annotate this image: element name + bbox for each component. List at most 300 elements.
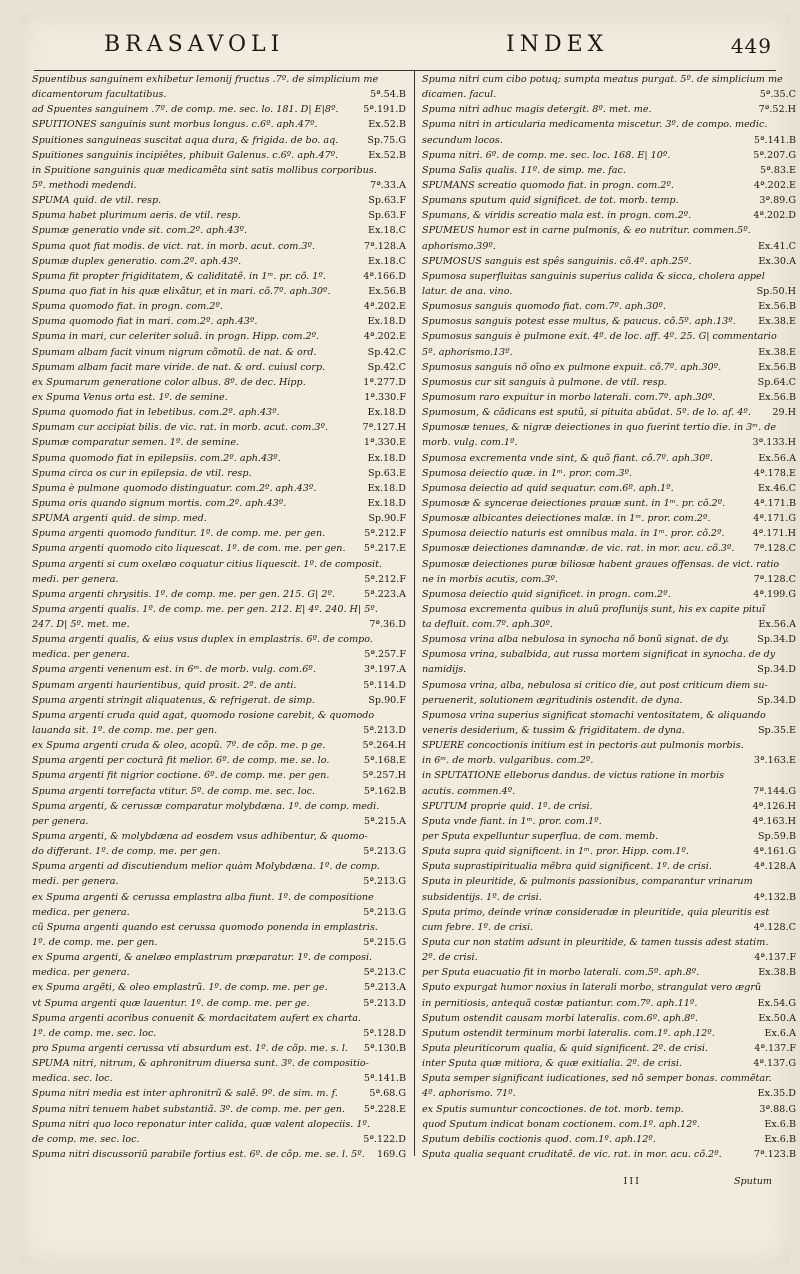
index-entry-text: cum febre. 1º. de crisi. bbox=[422, 921, 534, 933]
index-entry-line bbox=[32, 133, 406, 148]
index-entry-reference: 1ª.330.E bbox=[363, 437, 406, 449]
index-entry-line bbox=[422, 284, 796, 299]
index-entry-line bbox=[32, 829, 406, 844]
index-entry-text: Spumosa deiectio naturis est omnibus mala. in 1ᵐ. pror. cõ.2º. bbox=[422, 528, 725, 540]
index-entry-line bbox=[422, 829, 796, 844]
index-entry-reference: 4ª.137.F bbox=[754, 1043, 796, 1054]
index-entry-text: Spuma argenti stringit aliquatenus, & refrigerat. de simp. bbox=[32, 694, 315, 706]
index-entry-reference: 7ª.52.H bbox=[758, 104, 796, 116]
index-entry-reference: Ex.35.D bbox=[757, 1088, 796, 1100]
index-entry-line bbox=[32, 117, 406, 132]
index-entry-text: Spumosa deiectio quid significet. in progn. com.2º. bbox=[422, 588, 671, 600]
index-entry-reference bbox=[400, 72, 406, 87]
index-entry-line bbox=[422, 753, 796, 768]
index-entry-reference: Ex.18.D bbox=[367, 497, 406, 509]
index-entry-reference: 29.H bbox=[772, 407, 796, 419]
index-entry-line bbox=[32, 996, 406, 1011]
index-entry-reference bbox=[400, 1011, 406, 1026]
index-entry-line bbox=[422, 874, 796, 889]
index-entry-text: Spumosa vrina, subalbida, aut russa mortem significat in synocha. de dy bbox=[422, 649, 776, 661]
index-entry-text: dicamen. facul. bbox=[422, 89, 497, 101]
index-entry-line bbox=[32, 526, 406, 541]
index-entry-line bbox=[32, 102, 406, 117]
index-entry-text: SPUMA nitri, nitrum, & aphronitrum diuersa sunt. 3º. de compositio- bbox=[32, 1058, 369, 1070]
index-entry-text: Spumosa vrina alba nebulosa in synocha nõ bonũ signat. de dy. bbox=[422, 634, 730, 646]
index-entry-line bbox=[32, 87, 406, 102]
index-entry-text: ad Spuentes sanguinem .7º. de comp. me. sec. lo. 181. D| E|8º. bbox=[32, 104, 339, 116]
index-entry-text: ne in morbis acutis, com.3º. bbox=[422, 573, 559, 585]
index-entry-reference: Ex.38.E bbox=[758, 346, 796, 358]
index-entry-line bbox=[422, 360, 796, 375]
index-entry-reference: Ex.54.G bbox=[757, 997, 796, 1009]
index-entry-line bbox=[422, 193, 796, 208]
index-entry-line bbox=[422, 996, 796, 1011]
index-entry-text: in 6ᵐ. de morb. vulgaribus. com.2º. bbox=[422, 755, 594, 767]
index-entry-line bbox=[32, 314, 406, 329]
index-entry-text: Sputum debilis coctionis quod. com.1º. aph.12º. bbox=[422, 1133, 656, 1145]
index-entry-reference: 4ª.161.G bbox=[753, 846, 796, 858]
right-index-column bbox=[422, 72, 796, 1162]
index-entry-text: acutis. commen.4º. bbox=[422, 785, 516, 797]
index-entry-text: 1º. de comp. me. per gen. bbox=[32, 937, 158, 949]
index-entry-line bbox=[32, 1041, 406, 1056]
index-entry-line bbox=[32, 753, 406, 768]
index-entry-text: Sputa suprastipiritualia mẽbra quid significent. 1º. de crisi. bbox=[422, 861, 712, 873]
index-entry-line bbox=[422, 1026, 796, 1041]
index-entry-line bbox=[422, 405, 796, 420]
index-entry-text: Spuma argenti qualis. 1º. de comp. me. per gen. 212. E| 4º. 240. H| 5º. bbox=[32, 603, 378, 615]
index-entry-line bbox=[422, 738, 796, 753]
index-entry-reference: 4ª.137.F bbox=[754, 952, 796, 964]
index-entry-reference: Ex.18.D bbox=[367, 482, 406, 494]
index-entry-reference: Sp.42.C bbox=[367, 346, 406, 358]
index-entry-line bbox=[32, 375, 406, 390]
index-entry-reference: 5ª.83.E bbox=[760, 164, 796, 176]
index-entry-text: Sputa primo, deinde vrinæ consideradæ in pleuritide, quia pleuritis est bbox=[422, 906, 770, 918]
index-entry-text: per Sputa expelluntur superflua. de com. memb. bbox=[422, 831, 659, 843]
index-entry-reference: Ex.52.B bbox=[368, 149, 406, 161]
running-head-title: INDEX bbox=[506, 32, 609, 57]
index-entry-line bbox=[32, 950, 406, 965]
index-entry-text: Spumosus sanguis nõ oĩno ex pulmone expuit. cõ.7º. aph.30º. bbox=[422, 361, 722, 373]
index-entry-text: Spumosa superfluitas sanguinis superius calida & sicca, cholera appel bbox=[422, 270, 765, 282]
index-entry-reference: Ex.56.A bbox=[758, 619, 796, 631]
index-entry-text: Spumosa vrina, alba, nebulosa si critico die, aut post criticum diem su- bbox=[422, 679, 768, 691]
index-entry-text: Sputa qualia sequant cruditatẽ. de vic. rat. in mor. acu. cõ.2º. bbox=[422, 1148, 722, 1160]
index-entry-line bbox=[422, 1147, 796, 1162]
index-entry-text: Spuma argenti acoribus conuenit & mordacitatem aufert ex charta. bbox=[32, 1012, 362, 1024]
index-entry-reference: 4ª.128.C bbox=[753, 921, 796, 933]
index-entry-text: Spumæ duplex generatio. com.2º. aph.43º. bbox=[32, 255, 242, 267]
index-entry-reference bbox=[400, 920, 406, 935]
index-entry-reference: 4ª.202.E bbox=[753, 179, 796, 191]
index-entry-reference bbox=[790, 647, 796, 662]
page-footer bbox=[624, 1176, 772, 1187]
index-entry-line bbox=[32, 420, 406, 435]
index-entry-text: medi. per genera. bbox=[32, 876, 119, 888]
index-entry-text: Spuma argenti, & molybdæna ad eosdem vsus adhibentur, & quomo- bbox=[32, 831, 368, 843]
index-entry-line bbox=[32, 980, 406, 995]
index-entry-text: Spuma nitri discussoriũ parabile fortius est. 6º. de cõp. me. se. l. 5º. bbox=[32, 1148, 365, 1160]
index-entry-text: Spumosus sanguis quomodo fiat. com.7º. aph.30º. bbox=[422, 301, 666, 313]
index-entry-line bbox=[32, 647, 406, 662]
index-entry-line bbox=[422, 965, 796, 980]
index-entry-line bbox=[32, 148, 406, 163]
index-entry-line bbox=[422, 557, 796, 572]
index-entry-reference: 4ª.199.G bbox=[753, 588, 796, 600]
index-entry-line bbox=[422, 814, 796, 829]
index-entry-reference: 5ª.212.F bbox=[364, 573, 406, 585]
index-entry-reference: 5ª.35.C bbox=[759, 89, 796, 101]
index-entry-line bbox=[422, 435, 796, 450]
index-entry-text: Spuma Salis qualis. 11º. de simp. me. fac. bbox=[422, 164, 626, 176]
index-entry-reference: 7ª.127.H bbox=[362, 422, 406, 434]
index-entry-text: Spuma fit propter frigiditatem, & caliditatẽ. in 1ᵐ. pr. cõ. 1º. bbox=[32, 270, 326, 282]
index-entry-reference: 4ª.166.D bbox=[363, 270, 406, 282]
index-entry-line bbox=[32, 572, 406, 587]
index-entry-line bbox=[32, 1117, 406, 1132]
index-entry-reference: 7ª.123.B bbox=[753, 1148, 796, 1160]
index-entry-line bbox=[32, 390, 406, 405]
index-entry-reference: Sp.34.D bbox=[757, 664, 796, 676]
index-entry-line bbox=[32, 360, 406, 375]
index-entry-reference: 5ª.114.D bbox=[363, 679, 406, 691]
index-entry-line bbox=[32, 632, 406, 647]
index-entry-text: SPUITIONES sanguinis sunt morbus longus. c.6º. aph.47º. bbox=[32, 119, 318, 131]
index-entry-reference bbox=[400, 799, 406, 814]
index-entry-reference: Ex.46.C bbox=[757, 482, 796, 494]
index-entry-reference: 5ª.168.E bbox=[363, 755, 406, 767]
index-entry-text: Spumæ comparatur semen. 1º. de semine. bbox=[32, 437, 240, 449]
left-index-column bbox=[32, 72, 406, 1162]
index-entry-line bbox=[32, 72, 406, 87]
index-entry-line bbox=[422, 784, 796, 799]
index-entry-text: SPUMA quid. de vtil. resp. bbox=[32, 195, 162, 207]
index-entry-line bbox=[32, 935, 406, 950]
index-entry-line bbox=[422, 1011, 796, 1026]
index-entry-text: ta defluit. com.7º. aph.30º. bbox=[422, 619, 553, 631]
index-entry-text: SPUMOSUS sanguis est spês sanguinis. cõ.4º. aph.25º. bbox=[422, 255, 692, 267]
index-entry-reference: 5ª.130.B bbox=[363, 1043, 406, 1054]
index-entry-reference: Ex.6.A bbox=[764, 1027, 796, 1039]
index-entry-reference: 7ª.36.D bbox=[369, 619, 406, 631]
index-entry-text: Sputa pleuriticorum qualia, & quid significent. 2º. de crisi. bbox=[422, 1043, 708, 1054]
index-entry-line bbox=[422, 980, 796, 995]
index-entry-reference: 5ª.54.B bbox=[369, 89, 406, 101]
index-entry-line bbox=[32, 269, 406, 284]
index-entry-reference: 5ª.213.D bbox=[363, 997, 406, 1009]
index-entry-line bbox=[422, 299, 796, 314]
index-entry-reference: 4ª.202.E bbox=[363, 331, 406, 343]
index-entry-text: Spuma nitri quo loco reponatur inter calida, quæ valent alopeciis. 1º. bbox=[32, 1118, 371, 1130]
index-entry-reference bbox=[790, 72, 796, 87]
index-entry-line bbox=[32, 874, 406, 889]
index-entry-reference: Sp.63.E bbox=[367, 467, 406, 479]
index-entry-line bbox=[422, 72, 796, 87]
index-entry-reference: 5ª.122.D bbox=[363, 1133, 406, 1145]
index-entry-reference: 5ª.213.D bbox=[363, 725, 406, 737]
index-entry-text: Spuma argenti, & cerussæ comparatur molybdæna. 1º. de comp. medi. bbox=[32, 800, 380, 812]
index-entry-line bbox=[32, 905, 406, 920]
index-entry-reference: Sp.42.C bbox=[367, 361, 406, 373]
index-entry-reference: 7ª.128.C bbox=[753, 573, 796, 585]
index-entry-text: Spumosa vrina superius significat stomachi ventositatem, & aliquando bbox=[422, 709, 766, 721]
index-entry-text: latur. de ana. vino. bbox=[422, 285, 513, 297]
index-entry-reference: Ex.6.B bbox=[764, 1118, 796, 1130]
index-entry-line bbox=[32, 920, 406, 935]
index-entry-line bbox=[32, 511, 406, 526]
index-entry-line bbox=[422, 708, 796, 723]
index-entry-reference bbox=[790, 557, 796, 572]
index-entry-text: Spuma argenti ad discutiendum melior quàm Molybdæna. 1º. de comp. bbox=[32, 861, 380, 873]
index-entry-text: Spumosa deiectio ad quid sequatur. com.6º. aph.1º. bbox=[422, 482, 674, 494]
index-entry-text: Spuma è pulmone quomodo distinguatur. com.2º. aph.43º. bbox=[32, 482, 317, 494]
index-entry-reference: 5ª.213.G bbox=[363, 876, 406, 888]
index-entry-line bbox=[422, 905, 796, 920]
index-entry-reference: 5ª.215.G bbox=[363, 937, 406, 949]
index-entry-text: Sputo expurgat humor noxius in laterali morbo, strangulat vero ægrũ bbox=[422, 982, 762, 994]
index-entry-reference: 7ª.33.A bbox=[370, 179, 406, 191]
index-entry-reference bbox=[400, 950, 406, 965]
index-entry-line bbox=[422, 950, 796, 965]
index-entry-text: Sputum ostendit terminum morbi lateralis. com.1º. aph.12º. bbox=[422, 1027, 715, 1039]
index-entry-line bbox=[32, 496, 406, 511]
index-entry-reference: 5ª.223.A bbox=[363, 588, 406, 600]
index-entry-text: dicamentorum facultatibus. bbox=[32, 89, 167, 101]
index-entry-line bbox=[32, 814, 406, 829]
index-entry-reference bbox=[400, 859, 406, 874]
index-entry-line bbox=[422, 541, 796, 556]
index-entry-line bbox=[422, 859, 796, 874]
index-entry-reference: 4ª.163.H bbox=[752, 815, 796, 827]
catchword: Sputum bbox=[733, 1176, 772, 1187]
index-entry-reference: 5ª.228.E bbox=[363, 1103, 406, 1115]
index-entry-text: Spumans, & viridis screatio mala est. in progn. com.2º. bbox=[422, 210, 692, 222]
index-entry-line bbox=[32, 405, 406, 420]
index-entry-reference: 7ª.128.A bbox=[363, 240, 406, 252]
index-entry-line bbox=[422, 693, 796, 708]
index-entry-text: Spumosus cur sit sanguis à pulmone. de vtil. resp. bbox=[422, 376, 667, 388]
index-entry-line bbox=[422, 935, 796, 950]
index-entry-reference: Ex.56.B bbox=[368, 285, 406, 297]
index-entry-text: namidijs. bbox=[422, 664, 467, 676]
index-entry-line bbox=[422, 163, 796, 178]
index-entry-line bbox=[422, 587, 796, 602]
index-entry-line bbox=[32, 1086, 406, 1101]
index-entry-line bbox=[422, 269, 796, 284]
index-entry-reference: 5ª.217.E bbox=[363, 543, 406, 555]
index-entry-text: 5º. methodi medendi. bbox=[32, 179, 137, 191]
index-entry-text: ex Sputis sumuntur concoctiones. de tot. morb. temp. bbox=[422, 1103, 684, 1115]
index-entry-line bbox=[422, 345, 796, 360]
index-entry-line bbox=[32, 844, 406, 859]
index-entry-line bbox=[422, 375, 796, 390]
index-entry-line bbox=[422, 526, 796, 541]
index-entry-line bbox=[422, 1132, 796, 1147]
index-entry-text: medica. per genera. bbox=[32, 967, 130, 979]
index-entry-reference: Ex.18.D bbox=[367, 452, 406, 464]
index-entry-reference bbox=[790, 768, 796, 783]
index-entry-text: Sputa in pleuritide, & pulmonis passionibus, comparantur vrinarum bbox=[422, 876, 753, 888]
index-entry-text: Spumosum, & cãdicans est sputũ, si pituita abũdat. 5º. de lo. af. 4º. bbox=[422, 407, 751, 419]
index-entry-reference: Sp.90.F bbox=[368, 513, 406, 525]
index-entry-reference: Ex.18.D bbox=[367, 316, 406, 328]
index-entry-text: Spuma argenti cruda quid agat, quomodo rosione carebit, & quomodo bbox=[32, 709, 375, 721]
index-entry-reference: 5ª.141.B bbox=[363, 1073, 406, 1085]
index-entry-line bbox=[32, 1147, 406, 1162]
index-entry-line bbox=[422, 511, 796, 526]
index-entry-text: Spumosum raro expuitur in morbo laterali. com.7º. aph.30º. bbox=[422, 391, 716, 403]
index-entry-reference: Sp.34.D bbox=[757, 634, 796, 646]
index-entry-reference bbox=[790, 935, 796, 950]
index-entry-text: Spuitiones sanguineas suscitat aqua dura, & frigida. de bo. aq. bbox=[32, 134, 339, 146]
index-entry-reference: 4ª.132.B bbox=[753, 891, 796, 903]
index-entry-text: Spuma quo fiat in his quæ elixãtur, et in mari. cõ.7º. aph.30º. bbox=[32, 285, 331, 297]
index-entry-text: SPUMANS screatio quomodo fiat. in progn. com.2º. bbox=[422, 179, 674, 191]
index-entry-line bbox=[32, 587, 406, 602]
index-entry-line bbox=[422, 390, 796, 405]
index-entry-reference: 5ª.213.G bbox=[363, 846, 406, 858]
index-entry-line bbox=[32, 299, 406, 314]
index-entry-line bbox=[32, 451, 406, 466]
index-entry-reference: 7ª.128.C bbox=[753, 543, 796, 555]
index-entry-text: Spuma argenti quomodo cito liquescat. 1º. de com. me. per gen. bbox=[32, 543, 346, 555]
index-entry-line bbox=[422, 602, 796, 617]
index-entry-reference: Sp.63.F bbox=[368, 195, 406, 207]
index-entry-text: medica. per genera. bbox=[32, 906, 130, 918]
index-entry-line bbox=[32, 223, 406, 238]
index-entry-reference: Sp.63.F bbox=[368, 210, 406, 222]
index-entry-text: Sputa cur non statim adsunt in pleuritide, & tamen tussis adest statim. bbox=[422, 937, 769, 949]
index-entry-text: 247. D| 5º. met. me. bbox=[32, 619, 130, 631]
index-entry-line bbox=[32, 178, 406, 193]
index-entry-reference bbox=[400, 602, 406, 617]
index-entry-line bbox=[32, 435, 406, 450]
index-entry-reference bbox=[790, 874, 796, 889]
index-entry-reference: 5ª.207.G bbox=[753, 149, 796, 161]
index-entry-reference: Ex.56.A bbox=[758, 452, 796, 464]
signature-mark: III bbox=[623, 1176, 641, 1187]
index-entry-text: morb. vulg. com.1º. bbox=[422, 437, 518, 449]
index-entry-reference: 5ª.213.A bbox=[363, 982, 406, 994]
index-entry-line bbox=[32, 481, 406, 496]
index-entry-line bbox=[422, 572, 796, 587]
index-entry-text: subsidentijs. 1º. de crisi. bbox=[422, 891, 542, 903]
index-entry-text: aphorismo.39º. bbox=[422, 240, 496, 252]
index-entry-reference bbox=[400, 1056, 406, 1071]
index-entry-line bbox=[422, 133, 796, 148]
index-entry-text: per genera. bbox=[32, 815, 89, 827]
index-entry-line bbox=[32, 254, 406, 269]
index-entry-text: Spumosæ deiectiones puræ biliosæ habent graues offensas. de vict. ratio bbox=[422, 558, 780, 570]
index-entry-line bbox=[422, 920, 796, 935]
index-entry-text: medica. per genera. bbox=[32, 649, 130, 661]
index-entry-line bbox=[32, 678, 406, 693]
index-entry-line bbox=[422, 632, 796, 647]
index-entry-text: peruenerit, solutionem ægritudinis ostendit. de dyna. bbox=[422, 694, 683, 706]
index-entry-text: Sputa semper significant iudicationes, sed nõ semper bonas. commẽtar. bbox=[422, 1073, 772, 1085]
index-entry-reference: 4ª.202.E bbox=[363, 301, 406, 313]
index-entry-text: Spuma nitri. 6º. de comp. me. sec. loc. 168. E| 10º. bbox=[422, 149, 671, 161]
index-entry-reference: 1ª.277.D bbox=[363, 376, 406, 388]
index-entry-reference bbox=[790, 117, 796, 132]
index-entry-reference: 5ª.162.B bbox=[363, 785, 406, 797]
index-entry-text: Spuma nitri tenuem habet substantiã. 3º. de comp. me. per gen. bbox=[32, 1103, 346, 1115]
index-entry-text: medica. sec. loc. bbox=[32, 1073, 113, 1085]
index-entry-line bbox=[422, 208, 796, 223]
index-entry-text: Spumæ generatio vnde sit. com.2º. aph.43º. bbox=[32, 225, 248, 237]
index-entry-text: 5º. aphorismo.13º. bbox=[422, 346, 513, 358]
index-entry-line bbox=[422, 1071, 796, 1086]
index-entry-reference: 4ª.178.E bbox=[753, 467, 796, 479]
index-entry-reference: Ex.38.B bbox=[758, 967, 796, 979]
index-entry-text: Spumans sputum quid significet. de tot. morb. temp. bbox=[422, 195, 679, 207]
index-entry-line bbox=[32, 557, 406, 572]
index-entry-line bbox=[32, 284, 406, 299]
index-entry-line bbox=[422, 148, 796, 163]
index-entry-text: in SPUTATIONE elleborus dandus. de victus ratione in morbis bbox=[422, 770, 725, 782]
index-entry-reference: Ex.56.B bbox=[758, 361, 796, 373]
index-entry-line bbox=[32, 693, 406, 708]
index-entry-line bbox=[422, 178, 796, 193]
index-entry-reference: Ex.18.C bbox=[367, 255, 406, 267]
index-entry-line bbox=[422, 768, 796, 783]
book-page bbox=[20, 14, 796, 1264]
index-entry-line bbox=[422, 223, 796, 238]
index-entry-line bbox=[32, 193, 406, 208]
index-entry-reference bbox=[790, 269, 796, 284]
index-entry-text: Spumam albam facit vinum nigrum cõmotũ. de nat. & ord. bbox=[32, 346, 317, 358]
index-entry-line bbox=[422, 723, 796, 738]
index-entry-text: Spumosus sanguis potest esse multus, & paucus. cõ.5º. aph.13º. bbox=[422, 316, 736, 328]
index-entry-line bbox=[32, 738, 406, 753]
column-divider bbox=[414, 70, 415, 1156]
index-entry-reference: 1ª.330.F bbox=[364, 391, 406, 403]
index-entry-line bbox=[422, 844, 796, 859]
index-entry-line bbox=[422, 617, 796, 632]
index-entry-reference: 3ª.163.E bbox=[753, 755, 796, 767]
index-entry-text: Spuma argenti si cum oxelæo coquatur citius liquescit. 1º. de composit. bbox=[32, 558, 383, 570]
index-entry-reference: 4ª.171.G bbox=[753, 513, 796, 525]
index-entry-line bbox=[32, 708, 406, 723]
index-entry-line bbox=[32, 602, 406, 617]
index-entry-reference: 5ª.257.H bbox=[362, 770, 406, 782]
index-entry-text: Spuma quomodo fiat. in progn. com.2º. bbox=[32, 301, 223, 313]
index-entry-line bbox=[32, 799, 406, 814]
index-entry-text: Spuma nitri media est inter aphronitrũ & salẽ. 9º. de sim. m. f. bbox=[32, 1088, 338, 1100]
index-entry-reference: Ex.6.B bbox=[764, 1133, 796, 1145]
index-entry-text: Spuma nitri adhuc magis detergit. 8º. met. me. bbox=[422, 104, 652, 116]
index-entry-text: Spumosæ & syncerae deiectiones prauæ sunt. in 1ᵐ. pr. cõ.2º. bbox=[422, 497, 726, 509]
index-entry-reference bbox=[790, 738, 796, 753]
index-entry-text: inter Sputa quæ mitiora, & quæ exitialia. 2º. de crisi. bbox=[422, 1058, 682, 1070]
index-entry-line bbox=[422, 451, 796, 466]
index-entry-line bbox=[422, 1086, 796, 1101]
index-entry-text: lauanda sit. 1º. de comp. me. per gen. bbox=[32, 725, 218, 737]
index-entry-text: Spuma quot fiat modis. de vict. rat. in morb. acut. com.3º. bbox=[32, 240, 316, 252]
index-entry-line bbox=[32, 723, 406, 738]
index-entry-text: cũ Spuma argenti quando est cerussa quomodo ponenda in emplastris. bbox=[32, 921, 378, 933]
index-entry-line bbox=[32, 768, 406, 783]
index-entry-line bbox=[32, 1026, 406, 1041]
index-entry-reference: Sp.34.D bbox=[757, 694, 796, 706]
index-entry-line bbox=[32, 1056, 406, 1071]
index-entry-text: Spumosa excrementa vnde sint, & quõ fiant. cõ.7º. aph.30º. bbox=[422, 452, 713, 464]
index-entry-text: secundum locos. bbox=[422, 134, 503, 146]
index-entry-reference bbox=[790, 602, 796, 617]
index-entry-reference bbox=[790, 678, 796, 693]
index-entry-reference: Sp.35.E bbox=[757, 725, 796, 737]
